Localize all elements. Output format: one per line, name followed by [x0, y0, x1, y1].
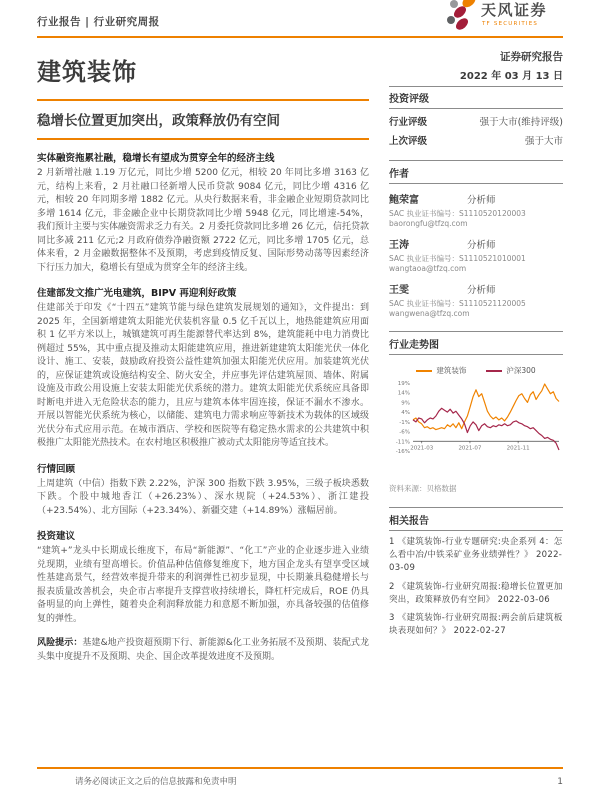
svg-text:2021-11: 2021-11 [506, 445, 530, 452]
authors-section-title: 作者 [389, 160, 563, 184]
svg-text:-16%: -16% [395, 449, 410, 455]
section-heading: 住建部发文推广光电建筑，BIPV 再迎利好政策 [37, 288, 237, 299]
svg-text:2021-07: 2021-07 [458, 445, 482, 452]
brand-subtitle: TF SECURITIES [482, 21, 539, 27]
section-heading: 投资建议 [37, 531, 76, 542]
rating-value: 强于大市 [524, 136, 563, 147]
section-investment-advice [37, 528, 369, 626]
page-header [37, 0, 563, 38]
section-bipv-policy [37, 285, 369, 451]
author-sac-number: SAC 执业证书编号：S1110521120005 [389, 299, 526, 308]
report-date: 2022 年 03 月 13 日 [389, 64, 563, 87]
risk-warning-label: 风险提示： [37, 638, 83, 648]
section-body: 上周建筑（中信）指数下跌 2.22%，沪深 300 指数下跌 3.95%，三级子板块悉数下跌。个股中城地香江（+26.23%）、深水规院（+24.53%）、浙江建投（+23.54%）、北方国际（+23.34%）、新疆交建（+14.89%）涨幅居前。 [37, 478, 369, 516]
legend-label: 沪深300 [506, 366, 536, 375]
page-title: 建筑装饰 [37, 58, 137, 86]
author-entry [389, 281, 563, 318]
brand-logo [445, 0, 563, 37]
legend-item-industry [416, 365, 466, 376]
section-financing [37, 150, 369, 275]
legend-label: 建筑装饰 [436, 366, 467, 375]
svg-text:14%: 14% [397, 390, 410, 397]
chart-source: 资料来源：贝格数据 [389, 484, 457, 493]
author-email: wangwena@tfzq.com [389, 309, 470, 318]
author-role: 分析师 [467, 240, 496, 251]
risk-warning [37, 637, 369, 664]
svg-text:19%: 19% [397, 381, 410, 387]
sidebar [389, 47, 563, 673]
author-email: baorongfu@tfzq.com [389, 219, 468, 228]
author-sac-number: SAC 执业证书编号：S1110520120003 [389, 209, 526, 218]
rating-value: 强于大市(维持评级) [479, 117, 563, 128]
section-heading: 实体融资拖累社融，稳增长有望成为贯穿全年的经济主线 [37, 153, 275, 164]
author-name: 鲍荣富 [389, 195, 419, 206]
page-footer [37, 767, 563, 787]
related-report-item: 3 《建筑装饰-行业研究周报:两会前后建筑板块表现如何？》 2022-02-27 [389, 612, 563, 637]
related-reports-section-title: 相关报告 [389, 507, 563, 531]
svg-text:-6%: -6% [399, 429, 410, 436]
author-email: wangtaoa@tfzq.com [389, 264, 467, 273]
author-entry [389, 236, 563, 273]
svg-text:9%: 9% [401, 400, 410, 407]
section-market-review [37, 461, 369, 519]
brand-name: 天风证券 [481, 1, 548, 19]
author-role: 分析师 [467, 285, 496, 296]
report-subtitle: 稳增长位置更加突出，政策释放仍有空间 [37, 99, 369, 140]
report-type: 证券研究报告 [500, 51, 563, 63]
author-name: 王涛 [389, 240, 409, 251]
rating-section-title: 投资评级 [389, 87, 563, 109]
svg-text:-1%: -1% [399, 419, 410, 426]
section-body: “建筑+”龙头中长期成长维度下，布局“新能源”、“化工”产业的企业逐步进入业绩兑现期，业绩有望高增长。价值品种估值修复维度下，地方国企龙头有望享受区域性基建高景气，经营效率提升带来的利润弹性已初步显现，中长期兼具稳健增长与报表质量改善机会，央企市占率提升支撑营收持续增长，降杠杆完成后，ROE 仍具备明显的向上弹性，随着央企利润释放能力和意愿不断加强，亦具备较强的估值修复的弹性。 [37, 546, 369, 624]
previous-rating-row [389, 128, 563, 147]
trend-section-title: 行业走势图 [389, 331, 563, 355]
industry-rating-row [389, 109, 563, 128]
rating-label: 行业评级 [389, 117, 428, 128]
svg-text:2021-03: 2021-03 [410, 445, 434, 452]
article-column [37, 47, 369, 673]
report-category-label: 行业报告 | 行业研究周报 [37, 16, 160, 28]
author-role: 分析师 [467, 195, 496, 206]
rating-label: 上次评级 [389, 136, 428, 147]
csi300-line-swatch-icon [486, 370, 502, 372]
related-report-item: 2 《建筑装饰-行业研究周报:稳增长位置更加突出，政策释放仍有空间》 2022-03-06 [389, 581, 563, 605]
disclaimer-text: 请务必阅读正文之后的信息披露和免责申明 [75, 777, 237, 787]
section-body: 住建部关于印发《“十四五”建筑节能与绿色建筑发展规划的通知》，文件提出：到 2025 年，全国新增建筑太阳能光伏装机容量 0.5 亿千瓦以上，地热能建筑应用面积 1 亿平方米以上，城镇建筑可再生能源替代率达到 8%，建筑能耗中电力消费比例超过 55%，其中重点提及推动太阳能建筑应用，推进新建建筑太阳能光伏一体化设计、施工、安装，鼓励政府投资公益性建筑加强太阳能光伏应用。加装建筑光伏的，应保证建筑或设施结构安全、防火安全，并应事先评估建筑屋顶、墙体、附属设施及市政公用设施上安装太阳能光伏系统的潜力。建筑太阳能光伏系统应具备即时断电并进入无危险状态的能力，且应与建筑本体牢固连接，保证不漏水不渗水。开展以智能光伏系统为核心，以储能、建筑电力需求响应等新技术为载体的区域级光伏分布式应用示范。在城市酒店、学校和医院等有稳定热水需求的公共建筑中积极推广太阳能光热技术。在农村地区积极推广被动式太阳能房等适宜技术。 [37, 303, 369, 448]
tf-securities-logo-icon [445, 0, 563, 33]
industry-line-swatch-icon [416, 370, 432, 372]
author-sac-number: SAC 执业证书编号：S1110521010001 [389, 254, 526, 263]
section-heading: 行情回顾 [37, 463, 76, 475]
svg-text:4%: 4% [401, 410, 410, 417]
risk-warning-body: 基建&地产投资超预期下行、新能源&化工业务拓展不及预期、装配式龙头集中度提升不及预期、央企、国企改革提效进度不及预期。 [37, 638, 369, 662]
related-report-item: 1 《建筑装饰-行业专题研究:央企系列 4：怎么看中冶/中铁采矿业务业绩弹性？》 2022-03-09 [389, 537, 563, 574]
svg-text:-11%: -11% [395, 439, 410, 446]
main-content [37, 47, 563, 673]
section-body: 2 月新增社融 1.19 万亿元，同比少增 5200 亿元，相较 20 年同比多增 3163 亿元，结构上来看，2 月社融口径新增人民币贷款 9084 亿元，同比少增 4316 亿元，相较 20 年同期多增 1882 亿元。从央行数据来看，非金融企业短期贷款同比多增 1614 亿元，非金融企业中长期贷款同比少增 5948 亿元，同比增速-54%，我们预计主要与实体融资需求乏力有关。2 月委托贷款同比多增 26 亿元，信托贷款同比多减 211 亿元;2 月政府债券净融资额 2722 亿元，同比多增 1705 亿元，总体来看，2 月金融数据整体不及预期，考虑到疫情反复、国际形势动荡等因素经济下行压力加大，稳增长有望成为贯穿全年的经济主线。 [37, 168, 369, 273]
trend-line-chart [389, 378, 563, 474]
legend-item-csi300 [486, 365, 535, 376]
author-entry [389, 191, 563, 228]
author-name: 王雯 [389, 285, 409, 296]
industry-trend-chart [389, 378, 563, 478]
page-number: 1 [557, 777, 563, 787]
chart-legend [389, 365, 563, 376]
